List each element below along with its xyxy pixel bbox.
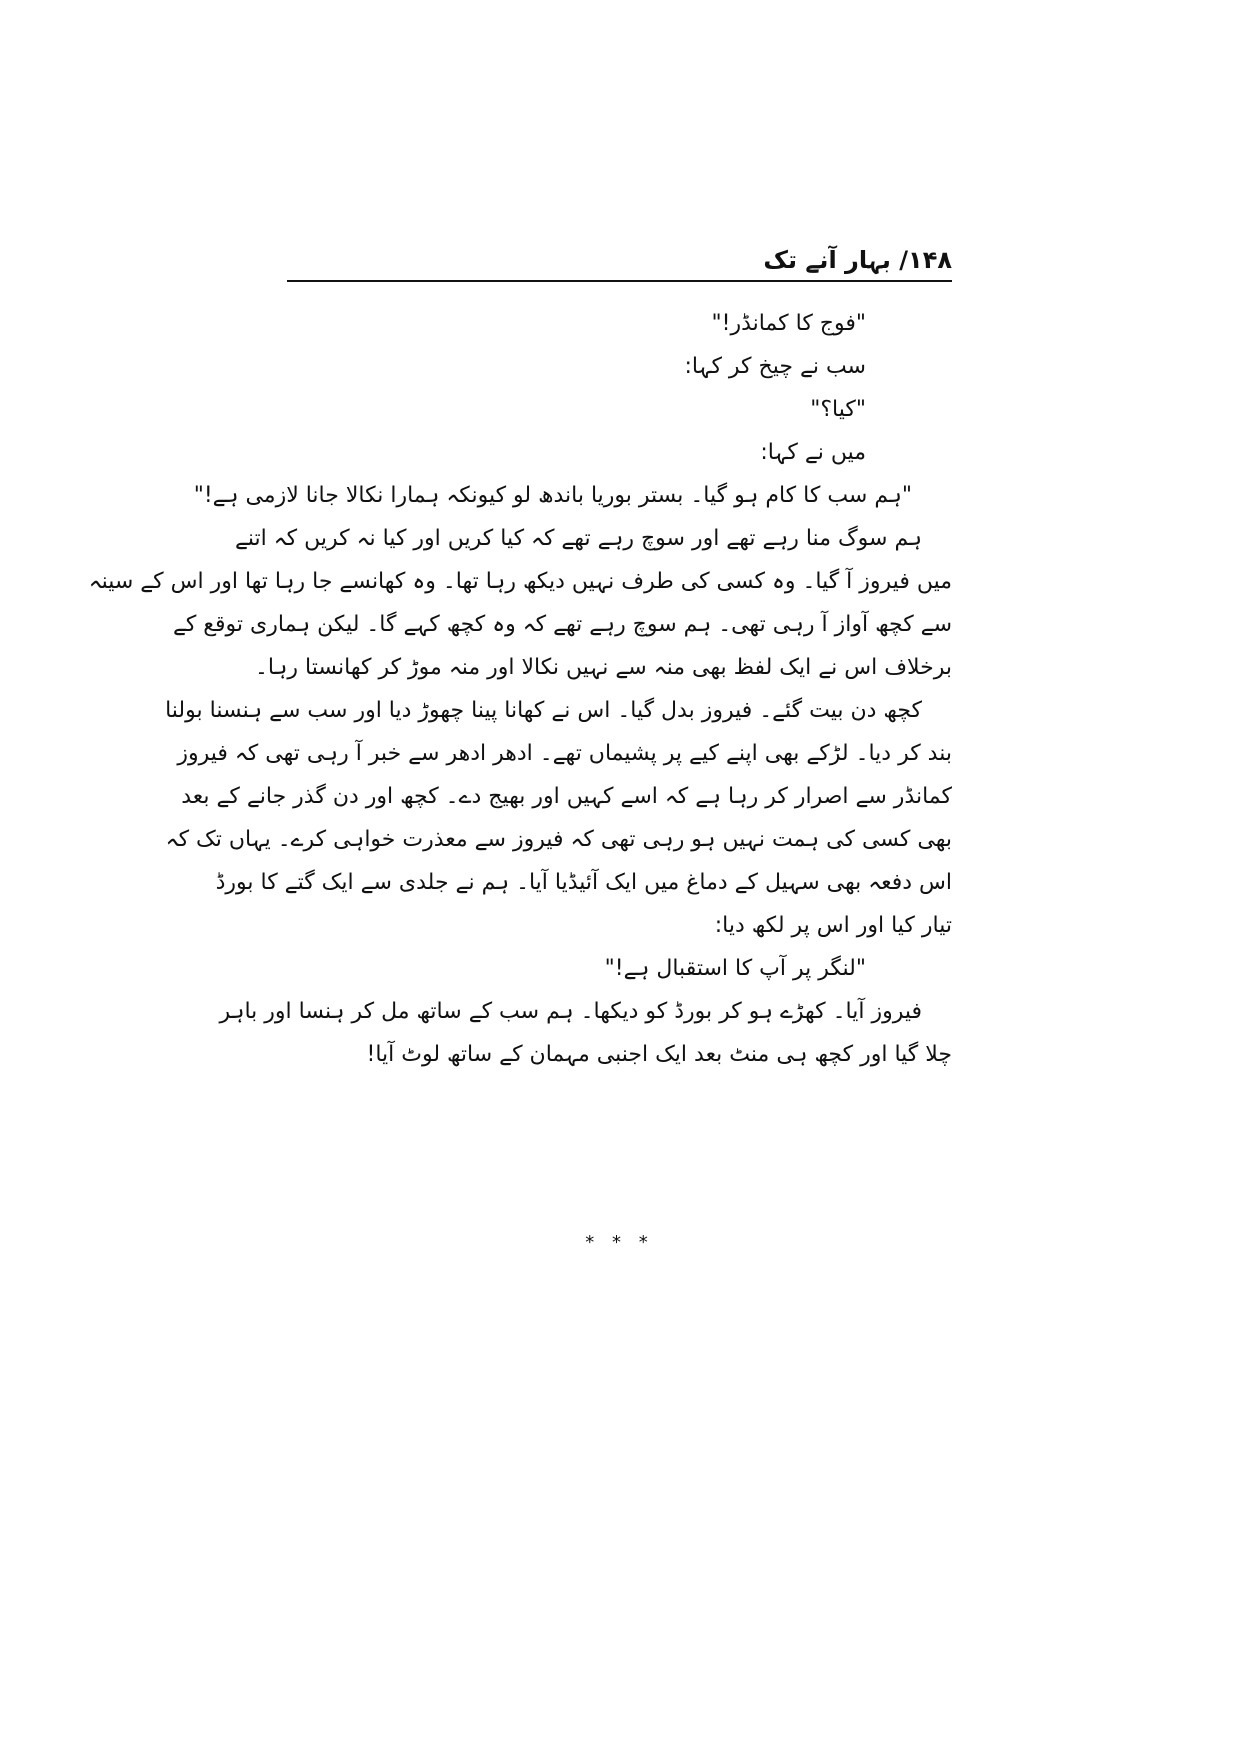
dialog-line: میں نے کہا: bbox=[760, 440, 866, 465]
dialog-line: سب نے چیخ کر کہا: bbox=[684, 354, 866, 379]
dialog-line: "فوج کا کمانڈر!" bbox=[711, 311, 866, 336]
paragraph-line: چلا گیا اور کچھ ہی منٹ بعد ایک اجنبی مہمان کے ساتھ لوٹ آیا! bbox=[366, 1042, 952, 1067]
paragraph-line: تیار کیا اور اس پر لکھ دیا: bbox=[714, 913, 952, 938]
section-separator: * * * bbox=[585, 1232, 654, 1253]
header-rule bbox=[287, 280, 952, 282]
paragraph-line: برخلاف اس نے ایک لفظ بھی منہ سے نہیں نکالا اور منہ موڑ کر کھانستا رہا۔ bbox=[254, 655, 952, 680]
running-header: ۱۴۸/ بہار آنے تک bbox=[763, 246, 952, 274]
paragraph-line: کچھ دن بیت گئے۔ فیروز بدل گیا۔ اس نے کھانا پینا چھوڑ دیا اور سب سے ہنسنا بولنا bbox=[165, 698, 922, 723]
body-text bbox=[88, 302, 952, 1076]
paragraph-line: بھی کسی کی ہمت نہیں ہو رہی تھی کہ فیروز سے معذرت خواہی کرے۔ یہاں تک کہ bbox=[165, 827, 952, 852]
paragraph-line: فیروز آیا۔ کھڑے ہو کر بورڈ کو دیکھا۔ ہم سب کے ساتھ مل کر ہنسا اور باہر bbox=[219, 999, 922, 1024]
dialog-line: "لنگر پر آپ کا استقبال ہے!" bbox=[604, 956, 866, 981]
paragraph-line: اس دفعہ بھی سہیل کے دماغ میں ایک آئیڈیا آیا۔ ہم نے جلدی سے ایک گتے کا بورڈ bbox=[215, 870, 952, 895]
paragraph-line: کمانڈر سے اصرار کر رہا ہے کہ اسے کہیں اور بھیج دے۔ کچھ اور دن گذر جانے کے بعد bbox=[181, 784, 952, 809]
dialog-line: "کیا؟" bbox=[810, 397, 866, 422]
paragraph-line: سے کچھ آواز آ رہی تھی۔ ہم سوچ رہے تھے کہ وہ کچھ کہے گا۔ لیکن ہماری توقع کے bbox=[172, 612, 952, 637]
paragraph-line: میں فیروز آ گیا۔ وہ کسی کی طرف نہیں دیکھ رہا تھا۔ وہ کھانسے جا رہا تھا اور اس کے سینہ bbox=[88, 569, 952, 594]
dialog-line: "ہم سب کا کام ہو گیا۔ بستر بوریا باندھ لو کیونکہ ہمارا نکالا جانا لازمی ہے!" bbox=[193, 483, 912, 508]
paragraph-line: ہم سوگ منا رہے تھے اور سوچ رہے تھے کہ کیا کریں اور کیا نہ کریں کہ اتنے bbox=[235, 526, 922, 551]
paragraph-line: بند کر دیا۔ لڑکے بھی اپنے کیے پر پشیماں تھے۔ ادھر ادھر سے خبر آ رہی تھی کہ فیروز bbox=[177, 741, 952, 766]
